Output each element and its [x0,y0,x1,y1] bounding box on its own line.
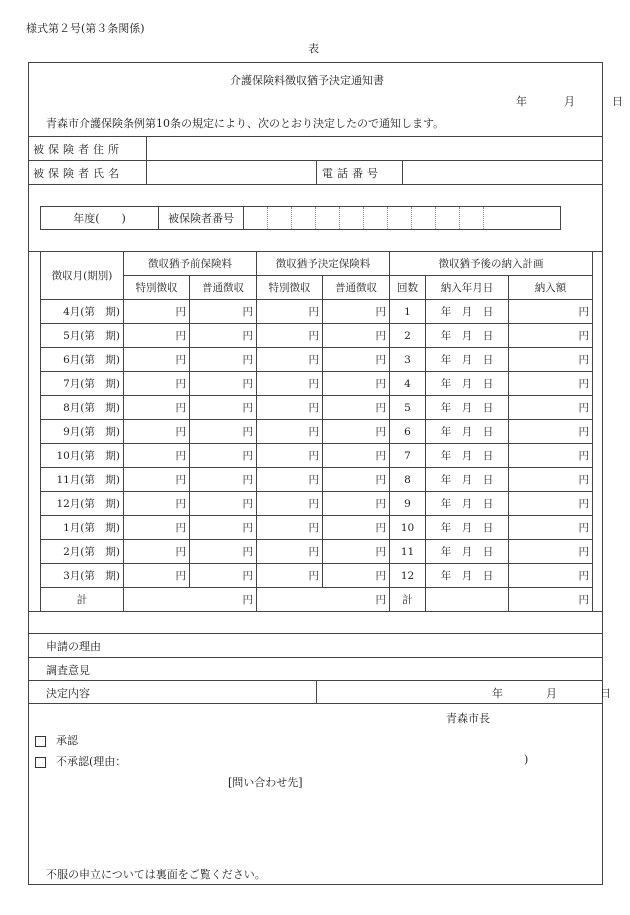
yen-cell: 円 [190,468,257,492]
date-day: 日 [600,687,611,700]
yen-cell: 円 [257,372,323,396]
yen-cell: 円 [124,516,190,540]
special-header: 特別徴収 [257,276,323,300]
date-month: 月 [546,687,557,700]
pay-date-header: 納入年月日 [426,276,509,300]
month-cell: 1月(第 期) [41,516,124,540]
divider [316,680,317,703]
yen-cell: 円 [124,468,190,492]
yen-cell: 円 [257,348,323,372]
pay-amount-cell: 円 [509,372,593,396]
month-cell: 12月(第 期) [41,492,124,516]
pay-date-cell: 年 月 日 [426,420,509,444]
pay-date-cell: 年 月 日 [426,396,509,420]
yen-cell: 円 [323,300,390,324]
digit-cell[interactable] [244,207,268,229]
pay-amount-cell: 円 [509,324,593,348]
table-row [41,492,593,516]
divider [28,633,603,634]
yen-cell: 円 [257,540,323,564]
divider [28,703,603,704]
ordinary-header: 普通徴収 [323,276,390,300]
side-label: 表 [308,42,319,55]
phone-label: 電話番号 [322,167,382,180]
table-row [41,396,593,420]
body-text: 青森市介護保険条例第10条の規定により、次のとおり決定したので通知します。 [46,117,445,130]
pay-amount-cell: 円 [509,468,593,492]
divider [28,184,603,185]
pay-amount-cell: 円 [509,444,593,468]
yen-cell: 円 [257,396,323,420]
table-row [41,564,593,588]
reject-close-paren: ) [524,753,529,766]
month-header: 徴収月(期別) [41,252,124,300]
approve-checkbox[interactable] [35,736,46,747]
table-row [41,348,593,372]
pay-date-cell: 年 月 日 [426,516,509,540]
divider [146,136,147,184]
month-cell: 9月(第 期) [41,420,124,444]
yen-cell: 円 [257,492,323,516]
ordinary-header: 普通徴収 [190,276,257,300]
yen-cell: 円 [190,396,257,420]
count-cell: 1 [390,300,426,324]
count-cell: 11 [390,540,426,564]
yen-cell: 円 [124,564,190,588]
yen-cell: 円 [257,324,323,348]
yen-cell: 円 [190,444,257,468]
digit-cell[interactable] [340,207,364,229]
yen-cell: 円 [124,420,190,444]
insured-number-cells [244,207,560,229]
digit-cell[interactable] [436,207,460,229]
yen-cell: 円 [323,372,390,396]
yen-cell: 円 [257,444,323,468]
decision-label: 決定内容 [46,687,90,700]
digit-cell[interactable] [484,207,507,229]
yen-cell: 円 [124,324,190,348]
address-label: 被保険者住所 [33,143,123,156]
total-row [41,588,593,612]
digit-cell[interactable] [388,207,412,229]
yen-cell: 円 [257,468,323,492]
payment-plan-table [40,251,593,612]
form-title: 介護保険料徴収猶予決定通知書 [230,74,384,87]
yen-cell: 円 [124,444,190,468]
pay-amount-header: 納入額 [509,276,593,300]
date-day: 日 [612,95,623,108]
count-cell: 10 [390,516,426,540]
header-date [516,93,623,109]
pay-date-cell: 年 月 日 [426,348,509,372]
count-cell: 12 [390,564,426,588]
pay-amount-cell: 円 [509,300,593,324]
digit-cell[interactable] [268,207,292,229]
appeal-notice: 不服の申立については裏面をご覧ください。 [46,868,266,881]
table-row [41,444,593,468]
reject-label: 不承認(理由： [56,755,127,768]
month-cell: 10月(第 期) [41,444,124,468]
pay-date-cell: 年 月 日 [426,492,509,516]
yen-cell: 円 [124,396,190,420]
pay-date-cell: 年 月 日 [426,540,509,564]
yen-cell: 円 [124,348,190,372]
yen-cell: 円 [323,420,390,444]
yen-cell: 円 [124,540,190,564]
yen-cell: 円 [323,492,390,516]
date-year: 年 [516,95,527,108]
fiscal-year-label: 年度( ) [41,207,159,229]
insured-number-label: 被保険者番号 [159,207,244,229]
table-row [41,516,593,540]
mayor-label: 青森市長 [446,712,490,725]
count-cell: 5 [390,396,426,420]
count-cell: 4 [390,372,426,396]
yen-cell: 円 [323,444,390,468]
pay-date-cell: 年 月 日 [426,468,509,492]
yen-cell: 円 [190,564,257,588]
approve-label: 承認 [56,734,78,747]
yen-cell: 円 [323,348,390,372]
month-cell: 6月(第 期) [41,348,124,372]
yen-cell: 円 [190,492,257,516]
table-row [41,324,593,348]
count-cell: 8 [390,468,426,492]
digit-cell[interactable] [460,207,484,229]
yen-cell: 円 [323,516,390,540]
yen-cell: 円 [124,492,190,516]
reason-label: 申請の理由 [46,640,101,653]
insured-number-box [40,206,561,230]
yen-cell: 円 [190,348,257,372]
pay-amount-cell: 円 [509,396,593,420]
pay-amount-cell: 円 [509,564,593,588]
before-header: 徴収猶予前保険料 [124,252,257,276]
pay-date-cell: 年 月 日 [426,324,509,348]
divider [28,657,603,658]
yen-cell: 円 [323,396,390,420]
yen-cell: 円 [190,540,257,564]
date-month: 月 [564,95,575,108]
table-row [41,372,593,396]
total-label: 計 [41,588,124,612]
special-header: 特別徴収 [124,276,190,300]
count-cell: 2 [390,324,426,348]
month-cell: 4月(第 期) [41,300,124,324]
after-header: 徴収猶予後の納入計画 [390,252,593,276]
month-cell: 3月(第 期) [41,564,124,588]
table-row [41,300,593,324]
yen-cell: 円 [190,324,257,348]
table-row [41,540,593,564]
form-number: 様式第２号(第３条関係) [26,22,145,35]
table-row [41,420,593,444]
yen-cell: 円 [124,300,190,324]
digit-cell[interactable] [292,207,316,229]
yen-cell: 円 [190,516,257,540]
yen-cell: 円 [257,564,323,588]
decided-header: 徴収猶予決定保険料 [257,252,390,276]
divider [28,136,603,137]
yen-cell: 円 [124,372,190,396]
decision-date [492,685,611,701]
count-header: 回数 [390,276,426,300]
reject-checkbox[interactable] [35,757,46,768]
digit-cell[interactable] [364,207,388,229]
total-amount-cell: 円 [509,588,593,612]
month-cell: 7月(第 期) [41,372,124,396]
table-row [41,468,593,492]
opinion-label: 調査意見 [46,664,90,677]
month-cell: 5月(第 期) [41,324,124,348]
yen-cell: 円 [257,516,323,540]
count-cell: 9 [390,492,426,516]
total-before-cell: 円 [124,588,257,612]
yen-cell: 円 [190,372,257,396]
digit-cell[interactable] [412,207,436,229]
pay-date-cell: 年 月 日 [426,300,509,324]
pay-amount-cell: 円 [509,516,593,540]
count-cell: 3 [390,348,426,372]
yen-cell: 円 [190,420,257,444]
contact-label: [問い合わせ先] [228,776,303,789]
pay-amount-cell: 円 [509,492,593,516]
divider [316,160,317,184]
yen-cell: 円 [190,300,257,324]
count-cell: 6 [390,420,426,444]
total-decided-cell: 円 [257,588,390,612]
pay-date-cell: 年 月 日 [426,444,509,468]
month-cell: 11月(第 期) [41,468,124,492]
pay-date-cell: 年 月 日 [426,564,509,588]
count-cell: 7 [390,444,426,468]
pay-amount-cell: 円 [509,420,593,444]
name-label: 被保険者氏名 [33,167,123,180]
month-cell: 8月(第 期) [41,396,124,420]
yen-cell: 円 [257,300,323,324]
reject-option[interactable] [35,753,126,769]
yen-cell: 円 [257,420,323,444]
pay-amount-cell: 円 [509,348,593,372]
yen-cell: 円 [323,564,390,588]
total-date-cell [426,588,509,612]
yen-cell: 円 [323,540,390,564]
month-cell: 2月(第 期) [41,540,124,564]
approve-option[interactable] [35,732,78,748]
pay-date-cell: 年 月 日 [426,372,509,396]
digit-cell[interactable] [316,207,340,229]
pay-amount-cell: 円 [509,540,593,564]
divider [402,160,403,184]
yen-cell: 円 [323,324,390,348]
total-count-label: 計 [390,588,426,612]
date-year: 年 [492,687,503,700]
yen-cell: 円 [323,468,390,492]
